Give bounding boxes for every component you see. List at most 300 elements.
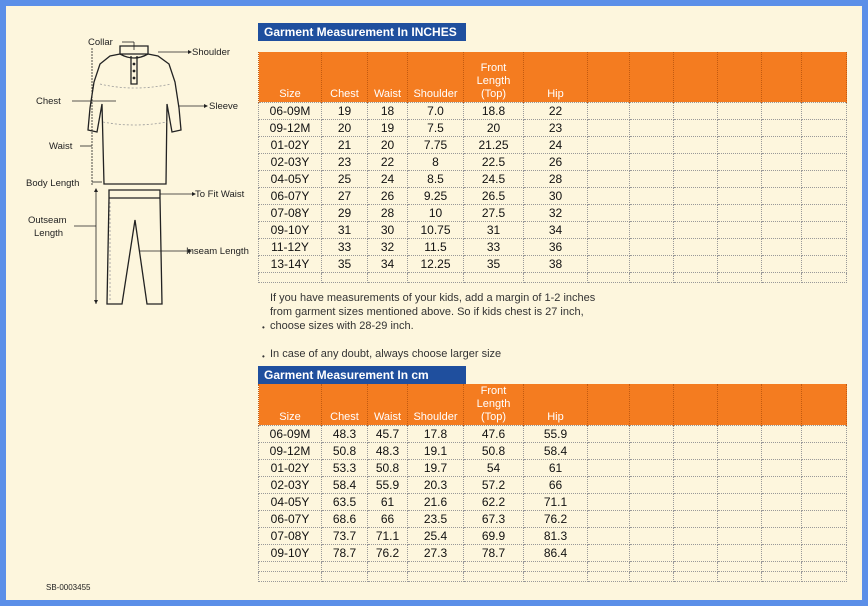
table-cell [630,272,674,282]
table-cell [630,238,674,255]
table-cell: 35 [322,255,368,272]
table-cell [802,493,847,510]
table-cell [674,571,718,581]
table-cell [630,544,674,561]
table-cell [588,187,630,204]
table-cell: 06-07Y [259,510,322,527]
table-cell: 19.1 [408,442,464,459]
table-cell: 55.9 [368,476,408,493]
table-cell [630,187,674,204]
table-cell: 9.25 [408,187,464,204]
table-cell: 81.3 [524,527,588,544]
table-cell: 23.5 [408,510,464,527]
sizing-notes [262,291,608,361]
table-row-empty [259,272,847,282]
header-shoulder: Shoulder [408,384,464,425]
table-cell [322,571,368,581]
table-cell: 30 [524,187,588,204]
table-row-empty [259,561,847,571]
note-margin: • If you have measurements of your kids, add a margin of 1-2 inches from garment sizes mentioned above. So if kids chest is 27 inch, choose sizes with 28-29 inch. [262,292,596,332]
table-cell [718,510,762,527]
table-cell: 21.6 [408,493,464,510]
table-header-cell [674,52,718,102]
table-cell [718,272,762,282]
table-cell: 67.3 [464,510,524,527]
table-cell: 34 [524,221,588,238]
table-cell: 50.8 [368,459,408,476]
table-cell [630,102,674,119]
table-cell: 55.9 [524,425,588,442]
table-cell: 07-08Y [259,527,322,544]
table-row [259,204,847,221]
kurta-outline [88,54,181,184]
header-size: Size [259,384,322,425]
table-cell [802,476,847,493]
table-cell: 09-12M [259,442,322,459]
table-header-cell [630,52,674,102]
header-size: Size [259,52,322,102]
table-cell [718,527,762,544]
table-row [259,238,847,255]
label-body-length: Body Length [26,178,80,189]
table-cell [674,493,718,510]
table-cell: 66 [524,476,588,493]
table-cell: 48.3 [322,425,368,442]
table-cell [588,425,630,442]
table-cell: 32 [524,204,588,221]
table-cell [674,442,718,459]
table-cell: 78.7 [464,544,524,561]
table-cell: 31 [464,221,524,238]
table-cell [802,136,847,153]
table-cell: 27 [322,187,368,204]
table-cell [762,170,802,187]
table-cell: 10.75 [408,221,464,238]
table-row [259,459,847,476]
table-cell: 71.1 [524,493,588,510]
table-cell [588,459,630,476]
table-row-empty [259,571,847,581]
table-cell [588,170,630,187]
table-cell: 01-02Y [259,459,322,476]
table-cell: 38 [524,255,588,272]
table-cell [802,238,847,255]
table-row [259,425,847,442]
table-cell [630,442,674,459]
table-cell [630,136,674,153]
table-cell: 20 [464,119,524,136]
header-front-length: Front Length (Top) [464,52,524,102]
table-cell: 02-03Y [259,476,322,493]
table-cell [524,272,588,282]
table-cell [802,510,847,527]
table-cell: 18.8 [464,102,524,119]
table-cell [674,255,718,272]
table-cell [588,527,630,544]
table-cell: 36 [524,238,588,255]
table-cell [674,136,718,153]
label-chest: Chest [36,96,61,107]
table-cell [762,187,802,204]
table-cell [674,187,718,204]
table-cell [674,527,718,544]
table-cell: 18 [368,102,408,119]
header-shoulder: Shoulder [408,52,464,102]
table-cell: 66 [368,510,408,527]
table-cell: 22.5 [464,153,524,170]
table-cell [718,221,762,238]
table-cell: 27.5 [464,204,524,221]
table-cell [762,442,802,459]
table-row [259,102,847,119]
table-cell [408,272,464,282]
table-cell [762,136,802,153]
table-cell: 22 [524,102,588,119]
cm-table-title: Garment Measurement In cm [258,366,466,384]
table-cell [762,476,802,493]
table-cell: 19 [368,119,408,136]
table-cell [630,510,674,527]
label-sleeve: Sleeve [209,101,239,112]
table-cell: 7.0 [408,102,464,119]
table-cell [762,204,802,221]
table-cell: 50.8 [322,442,368,459]
table-cell [630,170,674,187]
table-cell [368,561,408,571]
table-cell [588,561,630,571]
table-cell [762,119,802,136]
table-cell [630,153,674,170]
table-row [259,442,847,459]
table-cell [368,272,408,282]
table-cell [802,425,847,442]
table-row [259,153,847,170]
cm-rows [259,425,847,581]
table-cell [762,102,802,119]
table-cell [674,153,718,170]
table-cell: 25.4 [408,527,464,544]
table-cell [718,425,762,442]
table-cell: 23 [322,153,368,170]
table-cell [674,561,718,571]
table-cell [718,238,762,255]
table-cell: 76.2 [524,510,588,527]
table-cell [762,221,802,238]
table-cell [762,153,802,170]
table-cell [630,255,674,272]
table-cell [630,459,674,476]
table-cell: 33 [464,238,524,255]
table-cell [588,238,630,255]
table-cell [588,255,630,272]
table-cell [674,170,718,187]
table-header-cell [718,384,762,425]
table-cell [408,561,464,571]
table-cell: 54 [464,459,524,476]
table-cell [524,561,588,571]
table-cell [630,493,674,510]
table-cell [802,153,847,170]
table-cell [588,544,630,561]
table-cell [802,204,847,221]
table-cell [802,527,847,544]
table-cell [802,170,847,187]
table-cell [588,571,630,581]
table-row [259,544,847,561]
table-cell [674,102,718,119]
table-cell [674,476,718,493]
table-cell [674,204,718,221]
table-cell [718,442,762,459]
table-cell [802,571,847,581]
table-cell [762,272,802,282]
table-cell [322,272,368,282]
table-cell: 20.3 [408,476,464,493]
table-cell: 30 [368,221,408,238]
table-row [259,119,847,136]
table-cell: 78.7 [322,544,368,561]
table-cell [718,255,762,272]
table-cell: 62.2 [464,493,524,510]
table-cell [588,221,630,238]
table-cell: 01-02Y [259,136,322,153]
table-row [259,510,847,527]
table-cell: 10 [408,204,464,221]
table-cell [718,102,762,119]
table-cell [588,476,630,493]
table-cell: 20 [368,136,408,153]
table-cell [718,170,762,187]
header-front-length: Front Length (Top) [464,384,524,425]
table-cell: 8.5 [408,170,464,187]
table-cell [588,119,630,136]
pants-outline [107,190,162,304]
table-cell: 26 [368,187,408,204]
table-cell [588,136,630,153]
table-cell [762,561,802,571]
table-cell [588,442,630,459]
table-cell: 86.4 [524,544,588,561]
header-hip: Hip [524,384,588,425]
table-cell: 04-05Y [259,493,322,510]
table-cell: 61 [524,459,588,476]
table-row [259,187,847,204]
table-cell: 20 [322,119,368,136]
sku-code: SB-0003455 [46,583,91,592]
table-cell [802,255,847,272]
table-cell [718,204,762,221]
table-cell: 35 [464,255,524,272]
table-cell: 21 [322,136,368,153]
table-cell [674,272,718,282]
table-cell [718,493,762,510]
table-row [259,221,847,238]
header-chest: Chest [322,52,368,102]
table-cell: 27.3 [408,544,464,561]
table-cell: 61 [368,493,408,510]
table-cell: 73.7 [322,527,368,544]
table-cell: 69.9 [464,527,524,544]
table-cell [718,187,762,204]
table-cell: 48.3 [368,442,408,459]
table-row [259,136,847,153]
table-cell [718,136,762,153]
table-cell: 04-05Y [259,170,322,187]
table-cell: 57.2 [464,476,524,493]
table-cell [762,493,802,510]
table-cell: 7.75 [408,136,464,153]
table-cell [762,571,802,581]
header-hip: Hip [524,52,588,102]
table-cell [762,510,802,527]
table-cell: 09-12M [259,119,322,136]
table-header-cell [630,384,674,425]
label-outseam-length: Outseam [28,215,67,226]
table-header-cell [674,384,718,425]
table-cell: 06-09M [259,102,322,119]
table-cell [762,425,802,442]
table-cell: 09-10Y [259,221,322,238]
header-waist: Waist [368,384,408,425]
table-cell: 07-08Y [259,204,322,221]
table-cell [588,204,630,221]
table-cell: 11-12Y [259,238,322,255]
header-waist: Waist [368,52,408,102]
table-cell: 76.2 [368,544,408,561]
table-cell: 29 [322,204,368,221]
label-shoulder: Shoulder [192,47,231,58]
label-waist: Waist [49,141,73,152]
table-cell [674,459,718,476]
table-cell [464,272,524,282]
table-cell: 24 [524,136,588,153]
table-cell: 24.5 [464,170,524,187]
label-collar: Collar [88,37,113,48]
table-cell [588,272,630,282]
table-row [259,476,847,493]
table-cell: 50.8 [464,442,524,459]
table-cell: 33 [322,238,368,255]
table-cell: 26.5 [464,187,524,204]
table-cell [802,459,847,476]
table-header-cell [762,384,802,425]
table-cell [630,527,674,544]
table-cell [630,561,674,571]
table-cell [630,221,674,238]
table-cell [802,119,847,136]
table-cell: 21.25 [464,136,524,153]
header-chest: Chest [322,384,368,425]
table-header-cell [802,52,847,102]
table-header-cell [762,52,802,102]
table-cell [464,571,524,581]
label-outseam-length-2: Length [34,228,64,239]
table-cell: 34 [368,255,408,272]
table-cell [674,119,718,136]
table-cell [802,102,847,119]
table-cell [368,571,408,581]
table-cell: 53.3 [322,459,368,476]
table-cell [630,476,674,493]
table-cell [802,187,847,204]
table-cell [259,571,322,581]
table-cell [674,544,718,561]
table-cell [588,510,630,527]
table-cell: 19.7 [408,459,464,476]
table-cell: 26 [524,153,588,170]
table-header-cell [802,384,847,425]
table-cell: 06-07Y [259,187,322,204]
table-cell: 28 [524,170,588,187]
table-cell [408,571,464,581]
table-row [259,255,847,272]
table-cell [524,571,588,581]
table-cell [322,561,368,571]
table-cell: 09-10Y [259,544,322,561]
table-row [259,527,847,544]
table-cell [718,476,762,493]
table-cell: 13-14Y [259,255,322,272]
table-cell: 06-09M [259,425,322,442]
garment-diagram [6,6,262,306]
table-cell [718,561,762,571]
table-cell: 32 [368,238,408,255]
table-cell [674,221,718,238]
table-cell [588,493,630,510]
table-cell: 23 [524,119,588,136]
cm-table [258,384,847,582]
table-cell: 11.5 [408,238,464,255]
table-cell: 45.7 [368,425,408,442]
inches-table-title: Garment Measurement In INCHES [258,23,466,41]
table-cell: 19 [322,102,368,119]
table-cell: 25 [322,170,368,187]
table-cell: 28 [368,204,408,221]
table-cell [674,425,718,442]
table-cell [762,255,802,272]
table-cell [762,459,802,476]
table-cell [718,119,762,136]
table-cell [802,221,847,238]
table-cell: 7.5 [408,119,464,136]
table-cell [718,459,762,476]
table-header-cell [588,384,630,425]
table-cell [802,561,847,571]
table-cell [802,272,847,282]
table-cell [259,272,322,282]
table-cell [674,238,718,255]
table-cell [762,238,802,255]
table-cell [762,527,802,544]
table-cell: 71.1 [368,527,408,544]
size-chart-page [6,6,862,600]
table-cell [630,204,674,221]
table-cell: 63.5 [322,493,368,510]
table-cell [802,544,847,561]
table-cell [718,153,762,170]
table-cell: 47.6 [464,425,524,442]
table-cell: 22 [368,153,408,170]
table-cell [718,571,762,581]
table-cell: 58.4 [524,442,588,459]
table-cell [464,561,524,571]
table-cell [630,119,674,136]
label-inseam-length: Inseam Length [186,246,249,257]
table-cell [674,510,718,527]
table-cell [718,544,762,561]
table-cell [630,425,674,442]
table-cell [588,102,630,119]
